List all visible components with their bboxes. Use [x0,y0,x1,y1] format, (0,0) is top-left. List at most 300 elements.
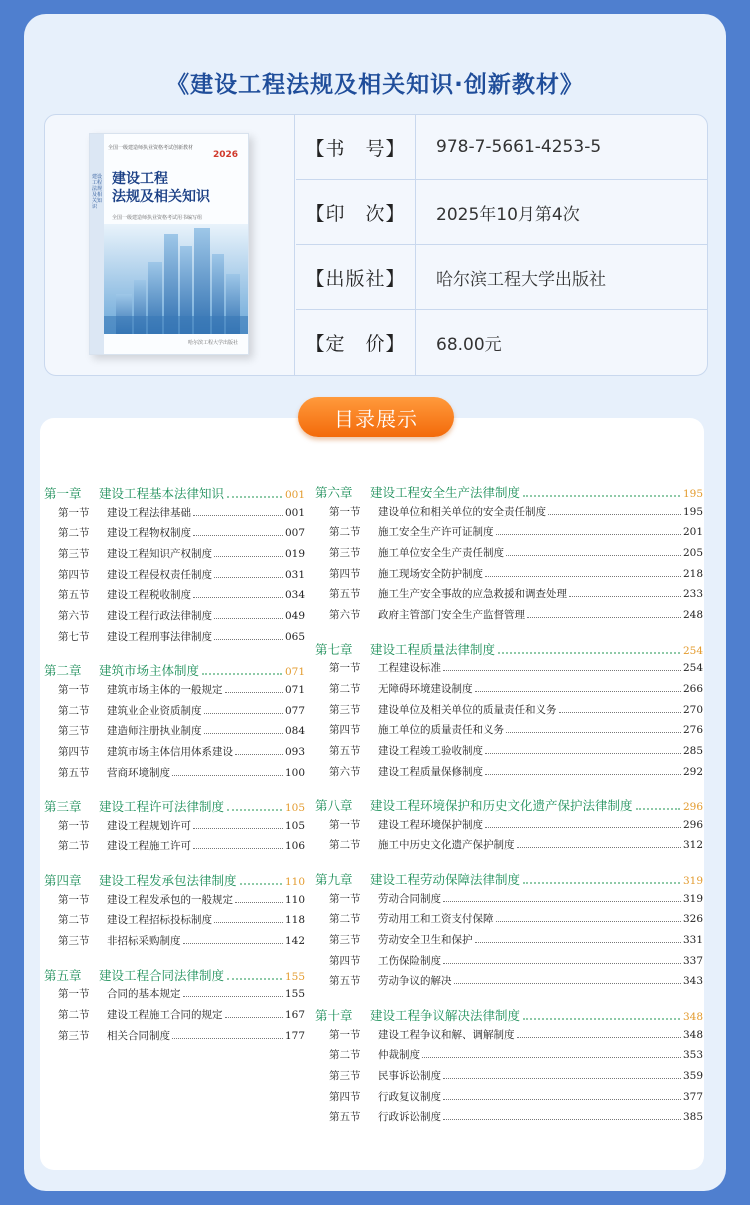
section-page: 049 [284,609,305,622]
section-title: 非招标采购制度 [107,935,181,947]
toc-section [315,504,703,525]
section-number: 第一节 [58,988,90,1001]
dot-leader [235,754,283,755]
section-title: 工伤保险制度 [378,954,441,967]
section-number: 第四节 [329,1090,361,1103]
dot-leader [422,1057,681,1058]
section-page: 276 [682,724,703,737]
book-cover-title [112,170,210,206]
section-title: 建造师注册执业制度 [107,725,202,738]
section-number: 第二节 [58,704,90,717]
dot-leader [227,978,282,980]
toc-section [44,629,305,650]
toc-right-column [315,483,703,1130]
section-number: 第二节 [58,527,90,540]
chapter-page: 071 [284,666,305,679]
chapter-gap [44,859,305,871]
toc-section [315,932,703,953]
toc-left-column [44,484,305,1048]
toc-section [315,566,703,587]
section-number: 第六节 [329,765,361,778]
dot-leader [193,828,283,829]
chapter-number: 第八章 [315,798,353,814]
section-title: 无障碍环境建设制度 [378,682,473,695]
publisher-label: 【出版社】 [296,245,416,309]
section-number: 第三节 [58,725,90,738]
toc-section [44,838,305,859]
dot-leader [227,496,282,498]
chapter-title: 建设工程争议解决法律制度 [370,1008,521,1024]
toc-section [315,607,703,628]
section-title: 建设单位及相关单位的质量责任和义务 [378,703,557,716]
chapter-page: 319 [682,875,703,888]
dot-leader [204,713,283,714]
chapter-number: 第二章 [44,663,82,679]
section-page: 031 [284,568,305,581]
section-title: 民事诉讼制度 [378,1069,441,1082]
chapter-page: 110 [284,876,305,889]
dot-leader [485,827,681,828]
dot-leader [443,901,681,902]
section-number: 第三节 [329,546,361,559]
toc-section [44,682,305,703]
section-title: 建设工程施工许可 [107,840,191,853]
dot-leader [227,809,282,811]
section-title: 建设工程侵权责任制度 [107,568,212,581]
section-page: 105 [284,819,305,832]
book-cover-publisher: 哈尔滨工程大学出版社 [187,340,238,346]
section-title: 施工生产安全事故的应急救援和调查处理 [378,588,567,601]
section-page: 353 [682,1049,703,1062]
book-year: 2026 [212,150,238,160]
section-page: 218 [682,567,703,580]
toc-section [315,722,703,743]
chapter-page: 254 [682,644,703,657]
section-number: 第二节 [329,839,361,852]
section-title: 建设工程环境保护制度 [378,818,483,831]
section-number: 第一节 [329,662,361,675]
section-number: 第三节 [329,1069,361,1082]
dot-leader [172,1038,283,1039]
section-page: 377 [682,1090,703,1103]
section-title: 建设工程行政法律制度 [107,609,212,622]
section-number: 第三节 [58,935,90,947]
dot-leader [475,942,681,943]
section-number: 第三节 [329,703,361,716]
toc-section [315,524,703,545]
toc-section [315,545,703,566]
chapter-gap [315,858,703,870]
section-title: 建设工程规划许可 [107,819,191,832]
section-number: 第二节 [329,913,361,926]
section-number: 第五节 [329,744,361,757]
section-page: 065 [284,630,305,643]
section-number: 第一节 [58,819,90,832]
toc-section [44,723,305,744]
section-number: 第二节 [58,914,90,927]
toc-chapter [315,640,703,661]
section-title: 建设工程税收制度 [107,589,191,602]
chapter-number: 第六章 [315,485,353,500]
publisher-value: 哈尔滨工程大学出版社 [436,269,606,290]
section-number: 第五节 [58,589,90,602]
section-number: 第三节 [329,934,361,946]
toc-section [315,702,703,723]
section-title: 仲裁制度 [378,1049,420,1062]
dot-leader [485,576,681,577]
chapter-gap [44,954,305,966]
toc-section [44,703,305,724]
section-page: 106 [284,840,305,853]
toc-section [44,892,305,913]
section-page: 001 [284,506,305,519]
section-number: 第四节 [58,568,90,581]
toc-chapter [315,870,703,891]
section-title: 行政诉讼制度 [378,1111,441,1124]
chapter-number: 第五章 [44,967,82,983]
section-title: 施工现场安全防护制度 [378,567,483,580]
chapter-page: 348 [682,1011,703,1024]
dot-leader [183,943,283,944]
section-page: 326 [682,913,703,926]
chapter-title: 建设工程环境保护和历史文化遗产保护法律制度 [370,798,633,814]
dot-leader [214,639,283,640]
section-title: 施工中历史文化遗产保护制度 [378,839,515,852]
chapter-title: 建筑市场主体制度 [99,663,200,679]
book-cover-title-line2: 法规及相关知识 [112,189,210,205]
dot-leader [454,983,681,984]
section-number: 第一节 [58,893,90,906]
toc-section [315,764,703,785]
info-row-price [296,310,708,375]
section-title: 劳动安全卫生和保护 [378,934,473,946]
toc-section [315,1027,703,1048]
dot-leader [443,1119,681,1120]
dot-leader [225,692,283,693]
section-page: 296 [682,818,703,831]
toc-section [315,953,703,974]
dot-leader [443,1078,681,1079]
section-page: 110 [284,893,305,906]
section-title: 建筑市场主体信用体系建设 [107,745,233,758]
section-number: 第六节 [58,609,90,622]
dot-leader [193,597,283,598]
section-page: 100 [284,766,305,779]
toc-chapter [44,797,305,818]
dot-leader [225,1017,283,1018]
section-page: 205 [682,546,703,559]
chapter-gap [315,784,703,796]
toc-section [315,1068,703,1089]
dot-leader [496,921,681,922]
section-page: 167 [284,1008,305,1021]
section-title: 工程建设标准 [378,662,441,675]
dot-leader [506,732,681,733]
printing-label: 【印 次】 [296,180,416,244]
printing-value: 2025年10月第4次 [436,204,580,225]
dot-leader [172,775,283,776]
toc-section [44,505,305,526]
dot-leader [214,577,283,578]
city-skyline-illustration [104,224,249,334]
toc-section [315,681,703,702]
toc-section [44,567,305,588]
section-title: 建设工程法律基础 [107,506,191,519]
section-title: 施工单位安全生产责任制度 [378,546,504,559]
isbn-label: 【书 号】 [296,115,416,179]
section-page: 337 [682,954,703,967]
toc-section [315,586,703,607]
toc-section [44,765,305,786]
toc-chapter [44,871,305,892]
chapter-page: 001 [284,489,305,501]
toc-section [315,837,703,858]
section-page: 254 [682,662,703,675]
section-page: 034 [284,589,305,602]
section-title: 行政复议制度 [378,1090,441,1103]
section-number: 第一节 [329,1028,361,1041]
section-page: 201 [682,526,703,539]
section-page: 142 [284,935,305,947]
section-title: 劳动用工和工资支付保障 [378,913,494,926]
toc-section [315,1047,703,1068]
section-page: 292 [682,765,703,778]
toc-section [44,546,305,567]
toc-chapter [44,966,305,987]
section-page: 233 [682,588,703,601]
cover-area [45,115,295,375]
section-title: 劳动争议的解决 [378,975,452,988]
book-spine [90,134,104,354]
chapter-title: 建设工程合同法律制度 [99,967,225,983]
toc-display-button[interactable]: 目录展示 [298,397,454,437]
page-title: 《建设工程法规及相关知识·创新教材》 [166,72,584,98]
section-page: 084 [284,725,305,738]
toc-section [44,744,305,765]
chapter-gap [315,628,703,640]
dot-leader [443,670,681,671]
section-page: 343 [682,975,703,988]
chapter-page: 296 [682,801,703,814]
section-title: 建设工程物权制度 [107,527,191,540]
dot-leader [517,847,681,848]
dot-leader [235,902,283,903]
price-label: 【定 价】 [296,310,416,375]
info-row-isbn [296,115,708,180]
toc-section [44,1028,305,1049]
section-title: 建筑市场主体的一般规定 [107,683,223,696]
info-row-publisher [296,245,708,310]
section-number: 第四节 [329,567,361,580]
section-number: 第二节 [329,1049,361,1062]
section-number: 第二节 [58,1008,90,1021]
section-page: 071 [284,683,305,696]
section-number: 第一节 [329,892,361,905]
section-number: 第六节 [329,608,361,621]
toc-section [315,1089,703,1110]
dot-leader [193,515,283,516]
chapter-number: 第九章 [315,872,353,888]
dot-leader [569,596,681,597]
price-value: 68.00元 [436,335,502,355]
isbn-value: 978-7-5661-4253-5 [436,137,602,157]
section-number: 第四节 [58,745,90,758]
section-number: 第五节 [329,1111,361,1124]
section-page: 077 [284,704,305,717]
dot-leader [523,882,680,884]
section-title: 施工安全生产许可证制度 [378,526,494,539]
dot-leader [214,618,283,619]
toc-section [315,891,703,912]
section-title: 政府主管部门安全生产监督管理 [378,608,525,621]
toc-section [315,817,703,838]
section-title: 建设工程知识产权制度 [107,547,212,560]
dot-leader [506,555,681,556]
section-title: 建设工程招标投标制度 [107,914,212,927]
section-title: 建设工程刑事法律制度 [107,630,212,643]
dot-leader [523,1018,680,1020]
toc-section [44,525,305,546]
dot-leader [214,922,283,923]
section-title: 合同的基本规定 [107,988,181,1001]
toc-section [44,912,305,933]
section-number: 第三节 [58,547,90,560]
section-title: 建设工程竣工验收制度 [378,744,483,757]
section-page: 331 [682,934,703,946]
dot-leader [517,1037,681,1038]
section-title: 建设单位和相关单位的安全责任制度 [378,505,546,518]
chapter-title: 建设工程基本法律知识 [99,486,225,501]
section-number: 第二节 [329,526,361,539]
chapter-number: 第十章 [315,1008,353,1024]
chapter-number: 第一章 [44,486,82,501]
chapter-gap [44,649,305,661]
section-page: 270 [682,703,703,716]
section-number: 第三节 [58,1029,90,1042]
section-title: 建设工程质量保修制度 [378,765,483,778]
section-number: 第二节 [329,682,361,695]
toc-section [44,933,305,954]
section-number: 第四节 [329,954,361,967]
dot-leader [485,774,681,775]
section-title: 建设工程争议和解、调解制度 [378,1028,515,1041]
toc-section [315,973,703,994]
toc-section [44,608,305,629]
info-row-printing [296,180,708,245]
chapter-page: 195 [682,488,703,500]
section-number: 第一节 [58,683,90,696]
section-number: 第五节 [329,588,361,601]
dot-leader [443,1099,681,1100]
section-title: 建筑业企业资质制度 [107,704,202,717]
section-page: 266 [682,682,703,695]
book-spine-text: 建设工程法规及相关知识 [92,174,103,210]
section-title: 劳动合同制度 [378,892,441,905]
chapter-title: 建设工程安全生产法律制度 [370,485,521,500]
section-page: 319 [682,892,703,905]
dot-leader [496,534,681,535]
book-cover-subtitle: 全国一级建造师执业资格考试用书编写组 [112,215,203,221]
book-cover-image [89,133,249,355]
section-title: 建设工程发承包的一般规定 [107,893,233,906]
section-page: 155 [284,988,305,1001]
chapter-title: 建设工程发承包法律制度 [99,873,237,889]
dot-leader [527,617,681,618]
book-top-note: 全国一级建造师执业资格考试创新教材 [108,145,194,151]
chapter-title: 建设工程劳动保障法律制度 [370,872,521,888]
dot-leader [202,673,282,675]
toc-section [315,660,703,681]
chapter-page: 155 [284,970,305,983]
toc-section [315,911,703,932]
chapter-number: 第四章 [44,873,82,889]
section-page: 019 [284,547,305,560]
section-title: 建设工程施工合同的规定 [107,1008,223,1021]
chapter-gap [44,785,305,797]
book-cover-title-line1: 建设工程 [112,171,168,187]
dot-leader [523,495,680,497]
dot-leader [193,535,283,536]
section-page: 177 [284,1029,305,1042]
toc-section [44,587,305,608]
product-card [24,14,726,1191]
chapter-page: 105 [284,802,305,815]
toc-section [44,818,305,839]
section-page: 248 [682,608,703,621]
section-page: 195 [682,505,703,518]
chapter-gap [315,994,703,1006]
dot-leader [548,514,681,515]
chapter-number: 第三章 [44,799,82,815]
dot-leader [485,753,681,754]
chapter-number: 第七章 [315,641,353,657]
dot-leader [214,556,283,557]
section-number: 第五节 [329,975,361,988]
toc-chapter [44,484,305,505]
toc-section [44,1007,305,1028]
section-page: 007 [284,527,305,540]
toc-section [315,743,703,764]
section-page: 385 [682,1111,703,1124]
toc-section [315,1109,703,1130]
dot-leader [636,808,680,810]
section-number: 第四节 [329,724,361,737]
dot-leader [559,712,681,713]
section-page: 285 [682,744,703,757]
chapter-title: 建设工程许可法律制度 [99,799,225,815]
table-of-contents [40,418,704,1170]
book-info-panel [44,114,708,376]
dot-leader [240,883,282,885]
section-title: 营商环境制度 [107,766,170,779]
dot-leader [475,691,681,692]
dot-leader [193,848,283,849]
toc-chapter [44,661,305,682]
dot-leader [183,996,283,997]
dot-leader [443,963,681,964]
section-number: 第一节 [329,505,361,518]
toc-chapter [315,1006,703,1027]
toc-chapter [315,796,703,817]
section-page: 118 [284,914,305,927]
section-number: 第二节 [58,840,90,853]
dot-leader [204,733,283,734]
section-page: 093 [284,745,305,758]
section-page: 348 [682,1028,703,1041]
toc-chapter [315,483,703,504]
section-page: 312 [682,839,703,852]
section-title: 施工单位的质量责任和义务 [378,724,504,737]
